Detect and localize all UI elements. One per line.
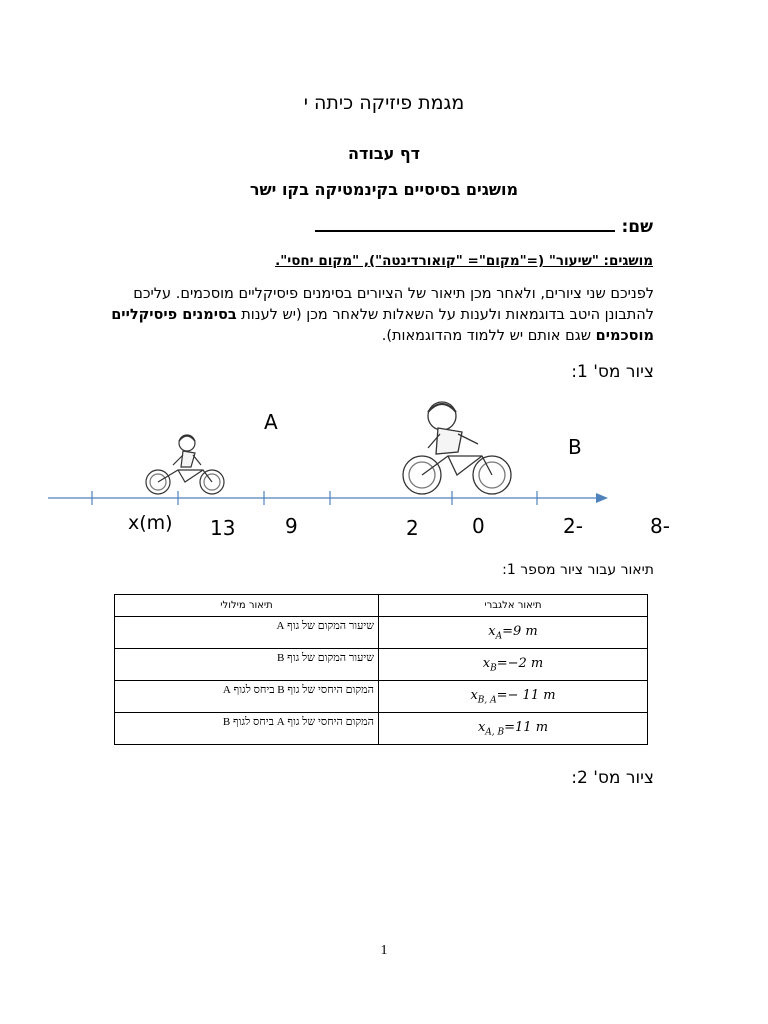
description-label: תיאור עבור ציור מספר 1: <box>502 562 654 578</box>
point-a-label: A <box>264 410 278 434</box>
tick-label-13: 13 <box>210 516 236 540</box>
tick-label-0: 0 <box>472 514 485 538</box>
name-field[interactable] <box>315 214 653 237</box>
header-algebraic: תיאור אלגברי <box>379 595 648 617</box>
point-b-label: B <box>568 435 582 459</box>
table-row <box>115 649 648 681</box>
algebraic-cell: $x_{A, B}=11$ m <box>379 713 648 745</box>
axis-arrow <box>596 493 608 503</box>
table-row <box>115 681 648 713</box>
algebraic-cell: $x_A=9$ m <box>379 617 648 649</box>
verbal-cell: שיעור המקום של גוף B <box>115 649 379 681</box>
page-number: 1 <box>380 943 388 958</box>
algebraic-cell: $x_B=-2$ m <box>379 649 648 681</box>
figure1-label: ציור מס' 1: <box>571 362 654 382</box>
intro-text-1: לפניכם שני ציורים, ולאחר מכן תיאור של הציורים בסימנים פיסיקליים מוסכמים. עליכם להתבונן היטב בדוגמאות ולענות על השאלות שלאחר מכן (יש לענות <box>133 286 654 323</box>
verbal-cell: המקום היחסי של גוף A ביחס לגוף B <box>115 713 379 745</box>
verbal-cell: המקום היחסי של גוף B ביחס לגוף A <box>115 681 379 713</box>
cyclist-b-icon <box>403 402 511 494</box>
name-line[interactable] <box>315 214 615 232</box>
tick-label-minus8: 8- <box>650 514 670 538</box>
table-row <box>115 617 648 649</box>
header-verbal: תיאור מילולי <box>115 595 379 617</box>
intro-text-2: שגם אותם יש ללמוד מהדוגמאות). <box>381 328 596 344</box>
table-header-row <box>115 595 648 617</box>
name-label: שם: <box>621 217 653 237</box>
tick-label-minus2: 2- <box>563 514 583 538</box>
tick-label-9: 9 <box>285 514 298 538</box>
cyclist-a-icon <box>146 435 224 494</box>
algebraic-cell: $x_{B, A}=- 11$ m <box>379 681 648 713</box>
table-row <box>115 713 648 745</box>
intro-bold: בסימנים פיסיקליים מוסכמים <box>111 307 654 344</box>
figure2-label: ציור מס' 2: <box>571 768 654 788</box>
description-table <box>114 594 648 745</box>
intro-paragraph <box>109 284 654 347</box>
concepts-line: מושגים: "שיעור" (="מקום"= "קואורדינטה"), "מקום יחסי". <box>275 253 653 269</box>
topic-heading: מושגים בסיסיים בקינמטיקה בקו ישר <box>249 180 519 199</box>
tick-label-2: 2 <box>406 516 419 540</box>
verbal-cell: שיעור המקום של גוף A <box>115 617 379 649</box>
axis-unit-label: x(m) <box>128 512 173 534</box>
worksheet-heading: דף עבודה <box>347 144 421 163</box>
document-title: מגמת פיזיקה כיתה י <box>303 92 465 114</box>
